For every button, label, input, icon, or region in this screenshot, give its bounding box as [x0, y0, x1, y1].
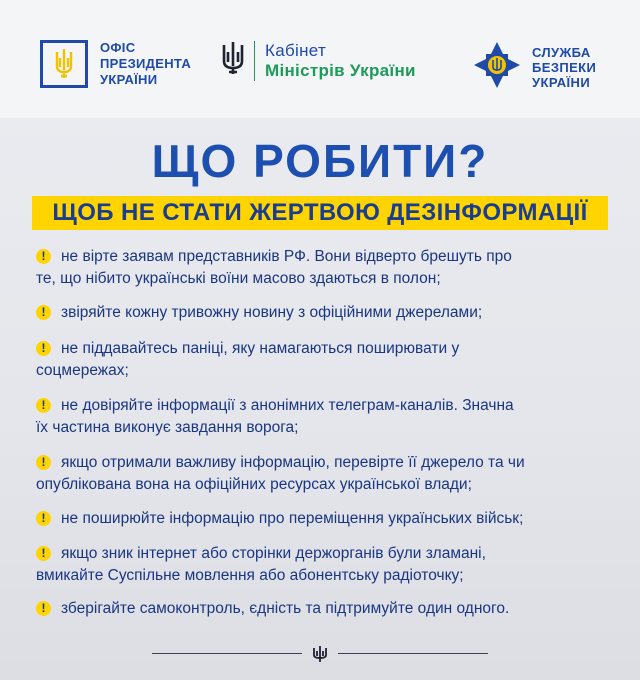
item-line: якщо отримали важливу інформацію, перевірте її джерело та чи: [61, 454, 525, 471]
list-item: [36, 338, 616, 381]
header-bar: [0, 0, 640, 118]
cabinet-of-ministers-logo: [220, 40, 416, 81]
footer-divider-left: [152, 653, 302, 654]
trident-icon: [220, 40, 246, 81]
logo-separator: [254, 41, 255, 81]
item-line: звіряйте кожну тривожну новину з офіційними джерелами;: [61, 304, 483, 321]
list-item: [36, 395, 616, 438]
item-line: не піддавайтесь паніці, яку намагаються поширювати у: [61, 340, 460, 357]
exclamation-icon: !: [36, 305, 51, 320]
office-of-president-logo: [40, 40, 191, 88]
op-line-1: ОФІС: [100, 40, 136, 55]
list-item: [36, 246, 616, 289]
item-line: зберігайте самоконтроль, єдність та підтримуйте один одного.: [61, 600, 510, 617]
sbu-line-3: УКРАЇНИ: [532, 75, 591, 90]
sbu-cross-icon: [472, 40, 522, 95]
km-line-2: Міністрів України: [265, 60, 416, 80]
footer-divider-right: [338, 653, 488, 654]
page-title: ЩО РОБИТИ?: [151, 135, 489, 187]
item-line: не довіряйте інформації з анонімних телеграм-каналів. Значна: [61, 397, 514, 414]
list-item: [36, 598, 616, 620]
exclamation-icon: !: [36, 249, 51, 264]
item-line: не поширюйте інформацію про переміщення українських військ;: [61, 510, 524, 527]
exclamation-icon: !: [36, 398, 51, 413]
item-line: їх частина виконує завдання ворога;: [36, 418, 299, 436]
trident-icon: [311, 645, 329, 668]
item-line: опублікована вона на офіційних ресурсах української влади;: [36, 475, 472, 493]
sbu-line-2: БЕЗПЕКИ: [532, 60, 597, 75]
list-item: [36, 508, 616, 530]
item-line: соцмережах;: [36, 361, 129, 379]
exclamation-icon: !: [36, 601, 51, 616]
page-subtitle: ЩОБ НЕ СТАТИ ЖЕРТВОЮ ДЕЗІНФОРМАЦІЇ: [32, 196, 608, 230]
sbu-line-1: СЛУЖБА: [532, 45, 591, 60]
item-line: вмикайте Суспільне мовлення або абонентську радіоточку;: [36, 566, 464, 584]
list-item: [36, 302, 616, 324]
list-item: [36, 452, 616, 495]
exclamation-icon: !: [36, 511, 51, 526]
km-line-1: Кабінет: [265, 40, 327, 60]
item-line: не вірте заявам представників РФ. Вони відверто брешуть про: [61, 248, 512, 265]
sbu-logo: [472, 40, 596, 95]
item-line: якщо зник інтернет або сторінки держорганів були зламані,: [61, 545, 486, 562]
op-line-2: ПРЕЗИДЕНТА: [100, 56, 192, 71]
exclamation-icon: !: [36, 455, 51, 470]
trident-icon: [40, 40, 88, 88]
item-line: те, що нібито українські воїни масово здаються в полон;: [36, 269, 441, 287]
list-item: [36, 543, 616, 586]
op-line-3: УКРАЇНИ: [100, 72, 158, 87]
exclamation-icon: !: [36, 341, 51, 356]
exclamation-icon: !: [36, 546, 51, 561]
